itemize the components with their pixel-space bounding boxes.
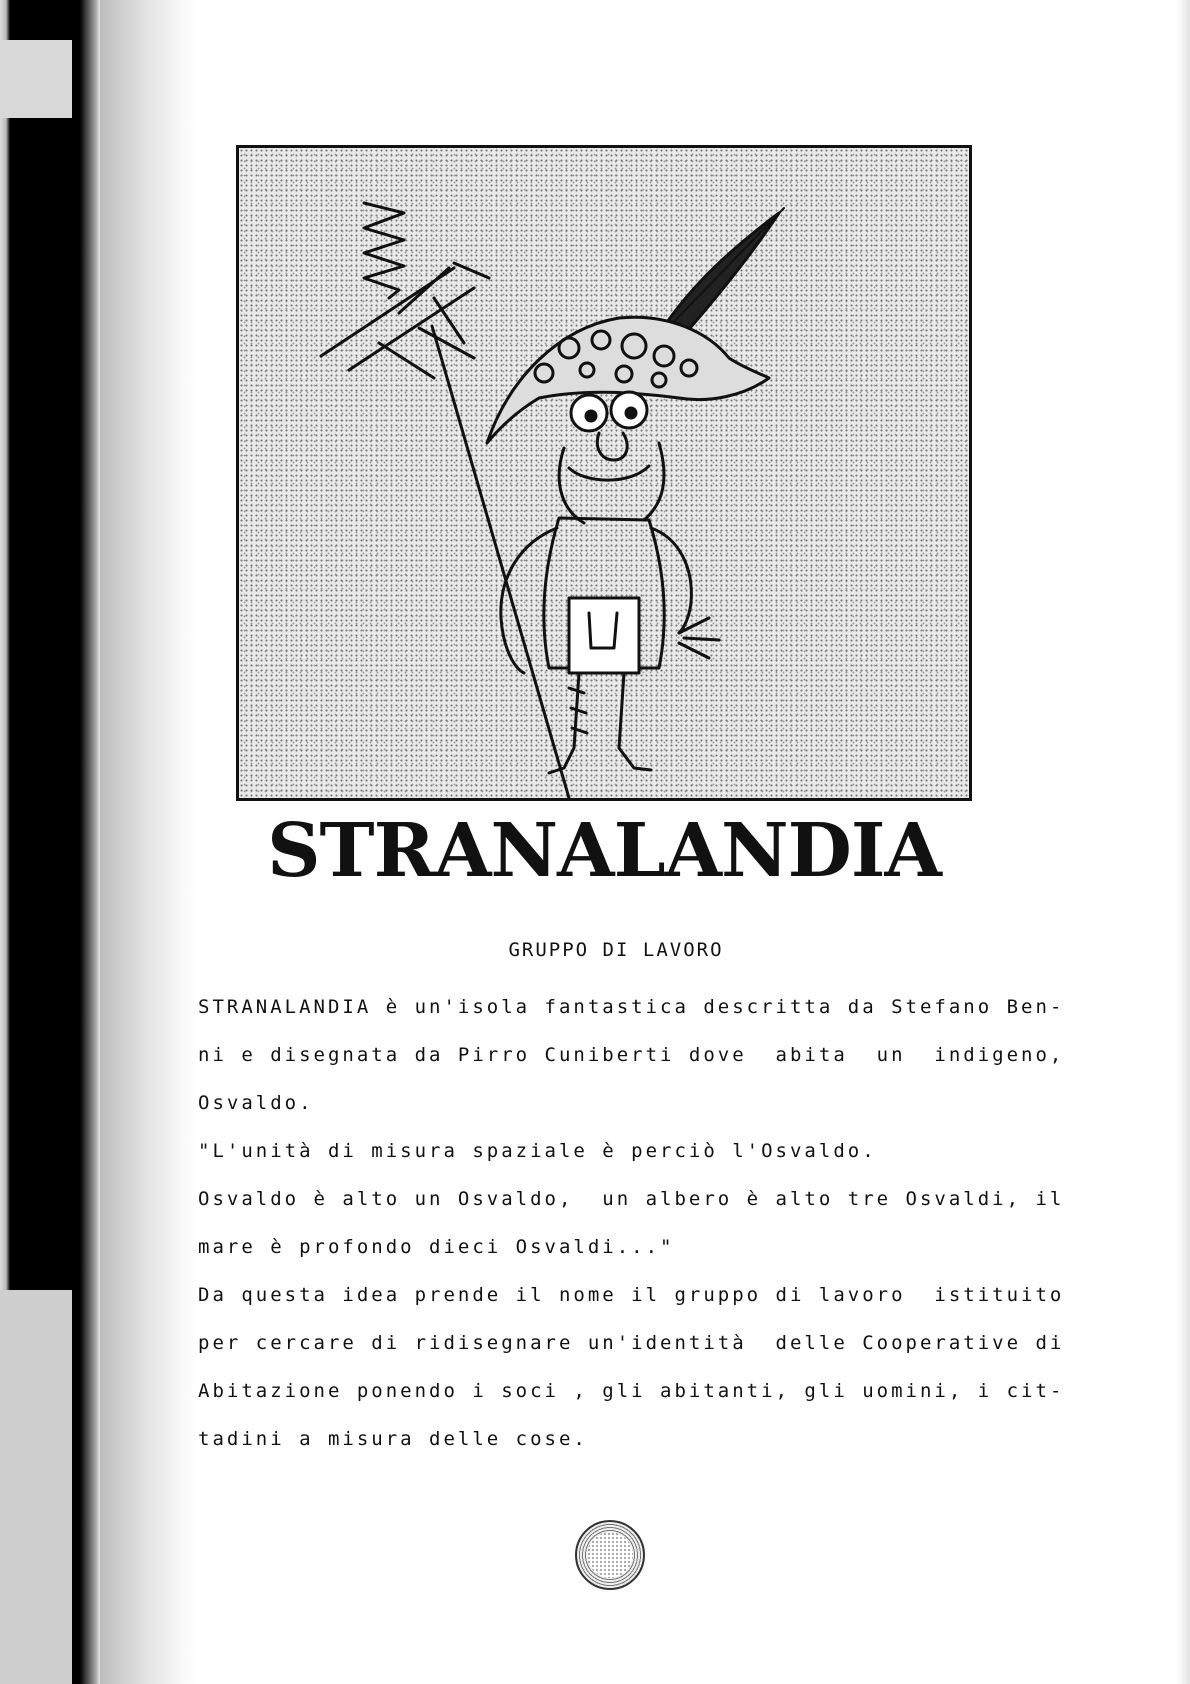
paragraph-line: STRANALANDIA è un'isola fantastica descritta da Stefano Ben- — [198, 996, 1065, 1018]
paragraph-line: Abitazione ponendo i soci , gli abitanti, gli uomini, i cit- — [198, 1380, 1065, 1402]
binding-strip-top — [0, 40, 72, 118]
paragraph-line: Osvaldo è alto un Osvaldo, un albero è alto tre Osvaldi, il — [198, 1188, 1065, 1210]
osvaldo-character-icon — [239, 148, 969, 798]
page-spine-shadow — [100, 0, 200, 1684]
paragraph-line: tadini a misura delle cose. — [198, 1428, 588, 1450]
page-right-edge — [1176, 0, 1190, 1684]
osvaldo-illustration — [236, 145, 972, 801]
paragraph-line: per cercare di ridisegnare un'identità delle Cooperative di — [198, 1332, 1065, 1354]
paragraph-line: "L'unità di misura spaziale è perciò l'Osvaldo. — [198, 1140, 877, 1162]
paragraph-line: ni e disegnata da Pirro Cuniberti dove abita un indigeno, — [198, 1044, 1065, 1066]
circular-seal-icon — [575, 1520, 645, 1590]
page-title: STRANALANDIA — [267, 808, 941, 894]
paragraph-line: Da questa idea prende il nome il gruppo di lavoro istituito — [198, 1284, 1065, 1306]
body-paragraph — [198, 983, 1065, 1463]
binding-strip-bottom — [0, 1290, 72, 1684]
section-subtitle: GRUPPO DI LAVORO — [508, 939, 724, 961]
paragraph-line: Osvaldo. — [198, 1092, 314, 1114]
paragraph-line: mare è profondo dieci Osvaldi..." — [198, 1236, 675, 1258]
book-binding-edge — [0, 0, 100, 1684]
